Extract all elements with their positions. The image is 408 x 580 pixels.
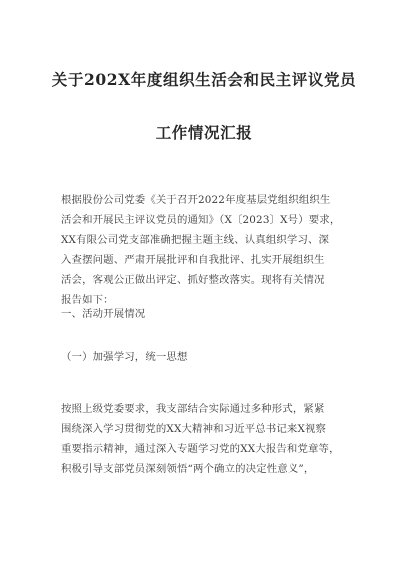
intro-line: 活会，客观公正做出评定、抓好整改落实。现将有关情况 [61, 274, 325, 286]
intro-line: XX有限公司党支部准确把握主题主线、认真组织学习、深 [61, 234, 330, 246]
document-title-line-1: 关于202X年度组织生活会和民主评议党员 [51, 70, 357, 89]
intro-line: 报告如下： [61, 294, 114, 306]
body-line: 积极引导支部党员深刻领悟“两个确立的决定性意义”， [61, 463, 315, 475]
section-heading: 一、活动开展情况 [61, 308, 146, 320]
body-line: 按照上级党委要求，我支部结合实际通过多种形式，紧紧 [61, 403, 325, 415]
subsection-heading: （一）加强学习，统一思想 [61, 351, 188, 363]
body-paragraph [61, 399, 361, 479]
document-title-line-2: 工作情况汇报 [155, 123, 253, 142]
intro-line: 活会和开展民主评议党员的通知》（X〔2023〕X号）要求， [61, 214, 341, 226]
body-line: 围绕深入学习贯彻党的XX大精神和习近平总书记来X视察 [61, 423, 327, 435]
intro-paragraph [61, 190, 361, 310]
intro-line: 入查摆问题、严肃开展批评和自我批评、扎实开展组织生 [61, 254, 325, 266]
body-line: 重要指示精神，通过深入专题学习党的XX大报告和党章等， [61, 443, 340, 455]
intro-line: 根据股份公司党委《关于召开2022年度基层党组织组织生 [61, 194, 331, 206]
